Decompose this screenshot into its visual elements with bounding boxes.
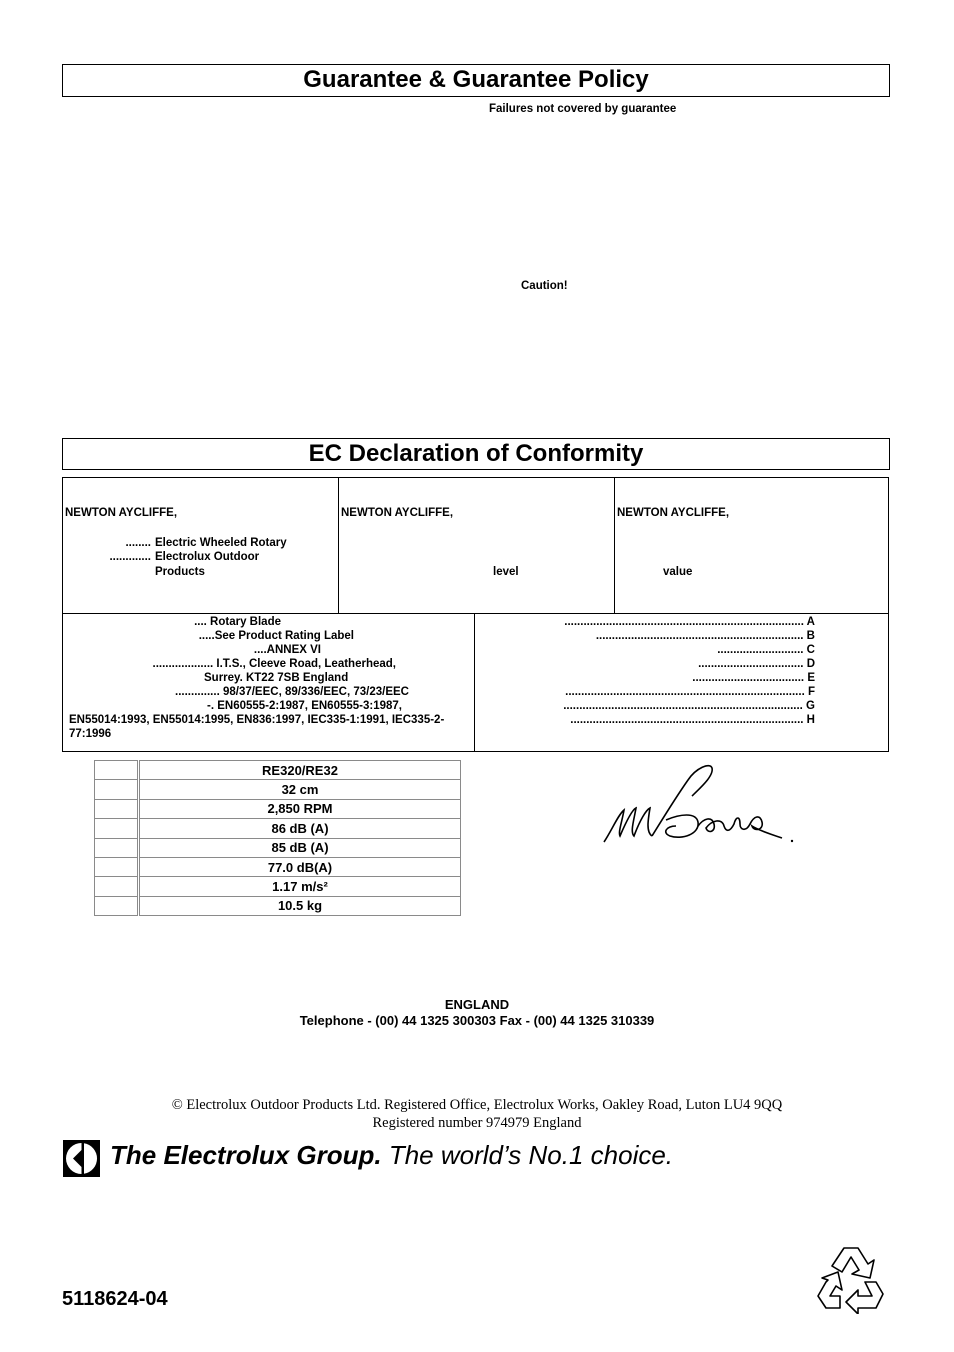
declaration-title: EC Declaration of Conformity (62, 438, 890, 470)
col2-level: level (493, 566, 519, 578)
document-number: 5118624-04 (62, 1288, 168, 1310)
spec-row (95, 780, 461, 799)
signature-image (600, 760, 800, 855)
spec-table (94, 760, 461, 916)
lr-line-D: ................................. D (698, 658, 815, 670)
ll-line-1: .....See Product Rating Label (198, 630, 354, 642)
spec-value: 32 cm (139, 780, 461, 799)
electrolux-logo-icon (63, 1140, 100, 1177)
lr-line-F: ........................................................................... F (565, 686, 815, 698)
col1-location: NEWTON AYCLIFFE, (65, 507, 178, 519)
lr-line-H: ......................................................................... H (570, 714, 815, 726)
lr-line-A: ........................................................................... A (564, 616, 815, 628)
slogan (110, 1140, 673, 1171)
ll-line-4: Surrey. KT22 7SB England (204, 672, 349, 684)
lr-line-E: ................................... E (692, 672, 815, 684)
ll-line-7: EN55014:1993, EN55014:1995, EN836:1997, IEC335-1:1991, IEC335-2- (69, 714, 445, 726)
guarantee-title: Guarantee & Guarantee Policy (62, 64, 890, 97)
col2-location: NEWTON AYCLIFFE, (341, 507, 454, 519)
recycle-icon (814, 1244, 888, 1314)
spec-row (95, 857, 461, 876)
slogan-bold: The Electrolux Group. (110, 1140, 382, 1170)
col1-product2a: Electrolux Outdoor (155, 551, 260, 563)
spec-row (95, 761, 461, 780)
col3-value: value (663, 566, 693, 578)
spec-value: 2,850 RPM (139, 799, 461, 818)
col1-product2b: Products (155, 566, 205, 578)
declaration-table (62, 477, 889, 752)
lr-line-B: ................................................................. B (595, 630, 815, 642)
caution-label: Caution! (521, 280, 568, 292)
ll-line-3: ................... I.T.S., Cleeve Road, Leatherhead, (152, 658, 396, 670)
contact-country: ENGLAND (444, 997, 510, 1012)
lr-line-G: ........................................................................... G (563, 700, 815, 712)
contact-phone: Telephone - (00) 44 1325 300303 Fax - (00) 44 1325 310339 (299, 1013, 655, 1028)
copyright-line1: © Electrolux Outdoor Products Ltd. Registered Office, Electrolux Works, Oakley Road, Luton LU4 9QQ (171, 1097, 783, 1113)
ll-line-6: -. EN60555-2:1987, EN60555-3:1987, (207, 700, 402, 712)
spec-row (95, 838, 461, 857)
spec-value: 86 dB (A) (139, 819, 461, 838)
copyright-line2: Registered number 974979 England (372, 1115, 582, 1131)
col1-dots2: ............. (109, 551, 151, 563)
col3-location: NEWTON AYCLIFFE, (617, 507, 730, 519)
spec-value: 85 dB (A) (139, 838, 461, 857)
lr-line-C: ........................... C (717, 644, 815, 656)
spec-value: RE320/RE32 (139, 761, 461, 780)
spec-value: 10.5 kg (139, 896, 461, 915)
spec-row (95, 896, 461, 915)
col1-product1: Electric Wheeled Rotary (155, 537, 287, 549)
spec-row (95, 799, 461, 818)
col1-dots1: ........ (125, 537, 151, 549)
ll-line-8: 77:1996 (69, 728, 112, 740)
failures-heading: Failures not covered by guarantee (489, 103, 677, 115)
ll-line-5: .............. 98/37/EEC, 89/336/EEC, 73/23/EEC (175, 686, 409, 698)
spec-row (95, 819, 461, 838)
ll-line-0: .... Rotary Blade (194, 616, 281, 628)
slogan-rest: The world’s No.1 choice. (381, 1140, 674, 1170)
ll-line-2: ....ANNEX VI (253, 644, 321, 656)
spec-row (95, 877, 461, 896)
spec-value: 1.17 m/s² (139, 877, 461, 896)
spec-value: 77.0 dB(A) (139, 857, 461, 876)
